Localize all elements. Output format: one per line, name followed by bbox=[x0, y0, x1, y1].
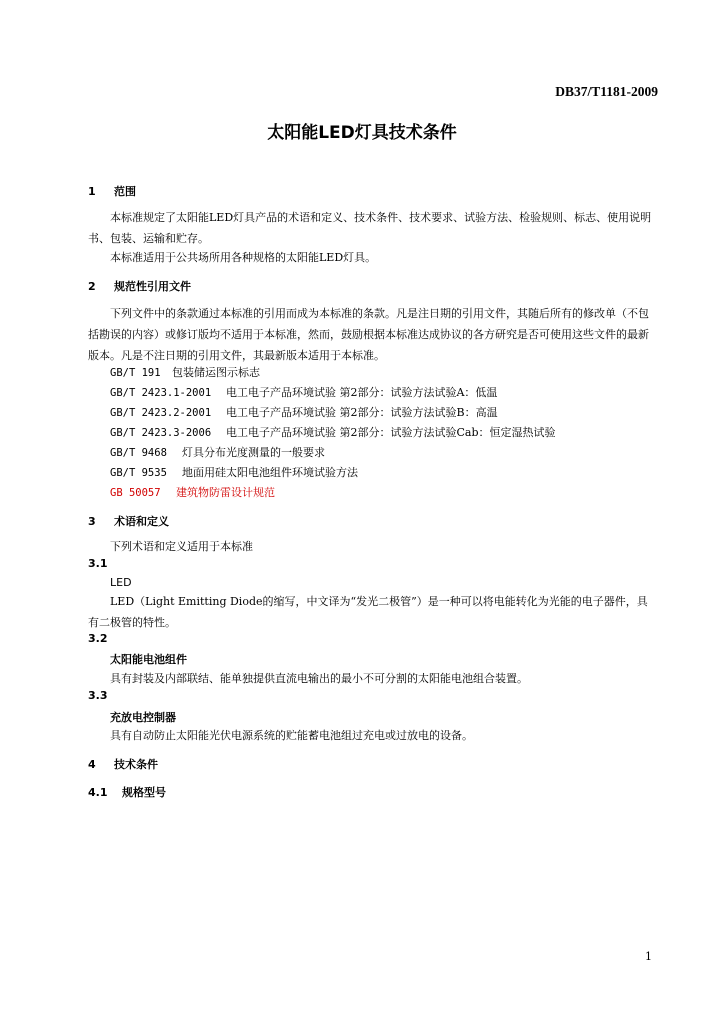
reference-title: 包装储运图示标志 bbox=[172, 366, 260, 379]
term-number: 3.3 bbox=[88, 689, 108, 702]
term-definition: 具有封装及内部联结、能单独提供直流电输出的最小不可分割的太阳能电池组合装置。 bbox=[110, 672, 528, 685]
reference-code: GB/T 191 bbox=[110, 367, 161, 379]
term-name: 充放电控制器 bbox=[110, 711, 176, 724]
section-title: 术语和定义 bbox=[114, 515, 169, 528]
section-heading-scope bbox=[88, 183, 136, 199]
section-title: 技术条件 bbox=[114, 758, 158, 771]
section-number: 1 bbox=[88, 185, 96, 198]
term-name: LED bbox=[110, 576, 132, 589]
subsection-title: 规格型号 bbox=[122, 786, 166, 799]
section-number: 2 bbox=[88, 280, 96, 293]
reference-title: 电工电子产品环境试验 第2部分：试验方法试验A：低温 bbox=[226, 386, 498, 399]
scope-paragraph-2: 本标准适用于公共场所用各种规格的太阳能LED灯具。 bbox=[110, 251, 377, 264]
reference-item bbox=[110, 364, 260, 380]
term-number: 3.1 bbox=[88, 557, 108, 570]
reference-title: 灯具分布光度测量的一般要求 bbox=[182, 446, 325, 459]
reference-code: GB/T 2423.1-2001 bbox=[110, 387, 212, 399]
term-number: 3.2 bbox=[88, 632, 108, 645]
reference-code: GB/T 2423.3-2006 bbox=[110, 427, 212, 439]
reference-title: 电工电子产品环境试验 第2部分：试验方法试验Cab：恒定湿热试验 bbox=[226, 426, 556, 439]
section-number: 3 bbox=[88, 515, 96, 528]
term-definition: LED（Light Emitting Diode的缩写，中文译为“发光二极管”）是一种可以将电能转化为光能的电子器件，具有二极管的特性。 bbox=[88, 595, 648, 629]
standard-code: DB37/T1181-2009 bbox=[555, 84, 658, 99]
reference-code: GB/T 2423.2-2001 bbox=[110, 407, 212, 419]
reference-item-highlighted bbox=[110, 484, 275, 500]
subsection-heading bbox=[88, 784, 166, 800]
reference-title: 建筑物防雷设计规范 bbox=[176, 486, 275, 499]
page-number: 1 bbox=[645, 950, 652, 963]
subsection-number: 4.1 bbox=[88, 786, 108, 799]
reference-item bbox=[110, 464, 358, 480]
section-number: 4 bbox=[88, 758, 96, 771]
term-definition: 具有自动防止太阳能光伏电源系统的贮能蓄电池组过充电或过放电的设备。 bbox=[110, 729, 473, 742]
terms-intro: 下列术语和定义适用于本标准 bbox=[110, 540, 253, 553]
section-heading-terms bbox=[88, 513, 169, 529]
reference-item bbox=[110, 384, 497, 400]
section-heading-tech bbox=[88, 756, 158, 772]
reference-title: 电工电子产品环境试验 第2部分：试验方法试验B：高温 bbox=[226, 406, 498, 419]
section-heading-normative bbox=[88, 278, 191, 294]
document-title: 太阳能LED灯具技术条件 bbox=[267, 123, 457, 143]
reference-item bbox=[110, 424, 556, 440]
section-title: 规范性引用文件 bbox=[114, 280, 191, 293]
reference-item bbox=[110, 404, 498, 420]
reference-code: GB/T 9468 bbox=[110, 447, 167, 459]
term-name: 太阳能电池组件 bbox=[110, 653, 187, 666]
reference-code: GB 50057 bbox=[110, 487, 161, 499]
normative-paragraph: 下列文件中的条款通过本标准的引用而成为本标准的条款。凡是注日期的引用文件，其随后所有的修改单（不包括勘误的内容）或修订版均不适用于本标准，然而，鼓励根据本标准达成协议的各方研究是否可使用这些文件的最新版本。凡是不注日期的引用文件，其最新版本适用于本标准。 bbox=[88, 307, 649, 362]
reference-item bbox=[110, 444, 325, 460]
reference-code: GB/T 9535 bbox=[110, 467, 167, 479]
section-title: 范围 bbox=[114, 185, 136, 198]
reference-title: 地面用硅太阳电池组件环境试验方法 bbox=[182, 466, 358, 479]
scope-paragraph-1: 本标准规定了太阳能LED灯具产品的术语和定义、技术条件、技术要求、试验方法、检验规则、标志、使用说明书、包装、运输和贮存。 bbox=[88, 211, 652, 245]
